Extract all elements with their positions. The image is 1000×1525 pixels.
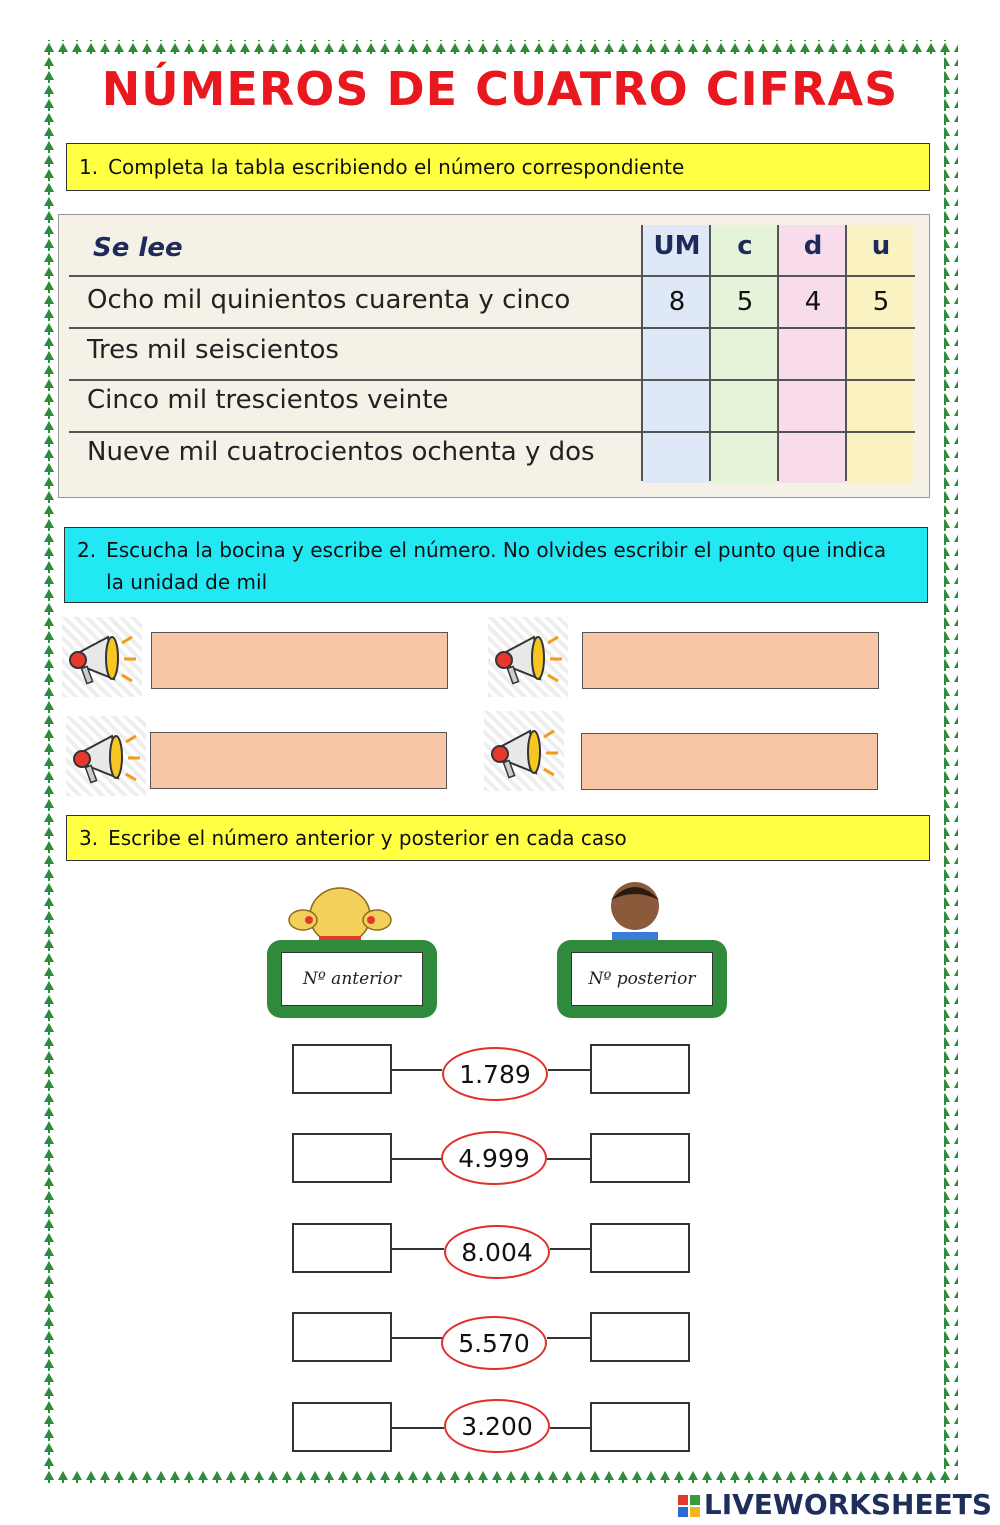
connector-line <box>550 1248 590 1250</box>
given-number: 3.200 <box>444 1399 550 1453</box>
table-divider <box>845 225 847 481</box>
next-number-input[interactable] <box>590 1223 690 1273</box>
column-header-um: UM <box>653 231 701 261</box>
next-number-input[interactable] <box>590 1044 690 1094</box>
exercise-3-instruction <box>66 815 930 861</box>
place-value-table <box>58 214 930 498</box>
connector-line <box>392 1069 442 1071</box>
next-number-input[interactable] <box>590 1312 690 1362</box>
liveworksheets-logo-icon <box>678 1495 700 1517</box>
connector-line <box>392 1158 442 1160</box>
cell-um: 8 <box>668 287 686 317</box>
connector-line <box>392 1248 444 1250</box>
table-header-label: Se lee <box>93 233 183 263</box>
column-header-u: u <box>871 231 891 261</box>
speaker-button[interactable] <box>62 617 142 697</box>
speaker-button[interactable] <box>488 617 568 697</box>
next-number-input[interactable] <box>590 1133 690 1183</box>
previous-number-input[interactable] <box>292 1223 392 1273</box>
table-divider <box>777 225 779 481</box>
megaphone-icon <box>66 716 146 796</box>
exercise-3-text: Escribe el número anterior y posterior en cada caso <box>108 826 627 850</box>
answer-box-4[interactable] <box>581 733 878 790</box>
brand-watermark <box>678 1488 992 1521</box>
exercise-2-text-line2: la unidad de mil <box>106 570 268 594</box>
table-divider <box>69 275 915 277</box>
given-number: 1.789 <box>442 1047 548 1101</box>
column-d-bg <box>779 225 845 483</box>
cell-d: 4 <box>804 287 822 317</box>
table-divider <box>641 225 643 481</box>
sign-posterior <box>557 940 727 1018</box>
column-c-bg <box>711 225 777 483</box>
answer-box-3[interactable] <box>150 732 447 789</box>
exercise-1-instruction <box>66 143 930 191</box>
previous-number-input[interactable] <box>292 1133 392 1183</box>
column-header-d: d <box>803 231 823 261</box>
speaker-button[interactable] <box>484 711 564 791</box>
cell-c: 5 <box>736 287 754 317</box>
connector-line <box>392 1427 444 1429</box>
sign-anterior <box>267 940 437 1018</box>
table-divider <box>69 327 915 329</box>
megaphone-icon <box>488 617 568 697</box>
given-number: 8.004 <box>444 1225 550 1279</box>
answer-box-2[interactable] <box>582 632 879 689</box>
answer-box-1[interactable] <box>151 632 448 689</box>
given-number: 5.570 <box>441 1316 547 1370</box>
connector-line <box>547 1158 590 1160</box>
table-divider <box>709 225 711 481</box>
exercise-2-instruction <box>64 527 928 603</box>
cell-u: 5 <box>872 287 890 317</box>
column-header-c: c <box>737 231 753 261</box>
exercise-1-number: 1. <box>79 155 99 179</box>
exercise-3-number: 3. <box>79 826 99 850</box>
sign-anterior-label: Nº anterior <box>281 952 423 1006</box>
connector-line <box>548 1069 590 1071</box>
previous-number-input[interactable] <box>292 1044 392 1094</box>
column-u-bg <box>847 225 913 483</box>
table-row-text: Tres mil seiscientos <box>87 335 339 365</box>
table-divider <box>69 379 915 381</box>
connector-line <box>547 1337 590 1339</box>
megaphone-icon <box>484 711 564 791</box>
table-row-text: Nueve mil cuatrocientos ochenta y dos <box>87 437 595 467</box>
page-title: NÚMEROS DE CUATRO CIFRAS <box>101 62 899 116</box>
previous-number-input[interactable] <box>292 1402 392 1452</box>
table-row-text: Cinco mil trescientos veinte <box>87 385 449 415</box>
exercise-1-text: Completa la tabla escribiendo el número correspondiente <box>108 155 685 179</box>
speaker-button[interactable] <box>66 716 146 796</box>
table-row-text: Ocho mil quinientos cuarenta y cinco <box>87 285 571 315</box>
exercise-2-number: 2. <box>77 538 97 562</box>
next-number-input[interactable] <box>590 1402 690 1452</box>
megaphone-icon <box>62 617 142 697</box>
connector-line <box>550 1427 590 1429</box>
connector-line <box>392 1337 442 1339</box>
exercise-2-text-line1: Escucha la bocina y escribe el número. No olvides escribir el punto que indica <box>106 538 887 562</box>
previous-number-input[interactable] <box>292 1312 392 1362</box>
column-um-bg <box>643 225 709 483</box>
brand-text: LIVEWORKSHEETS <box>703 1488 992 1521</box>
table-divider <box>69 431 915 433</box>
given-number: 4.999 <box>441 1131 547 1185</box>
sign-posterior-label: Nº posterior <box>571 952 713 1006</box>
